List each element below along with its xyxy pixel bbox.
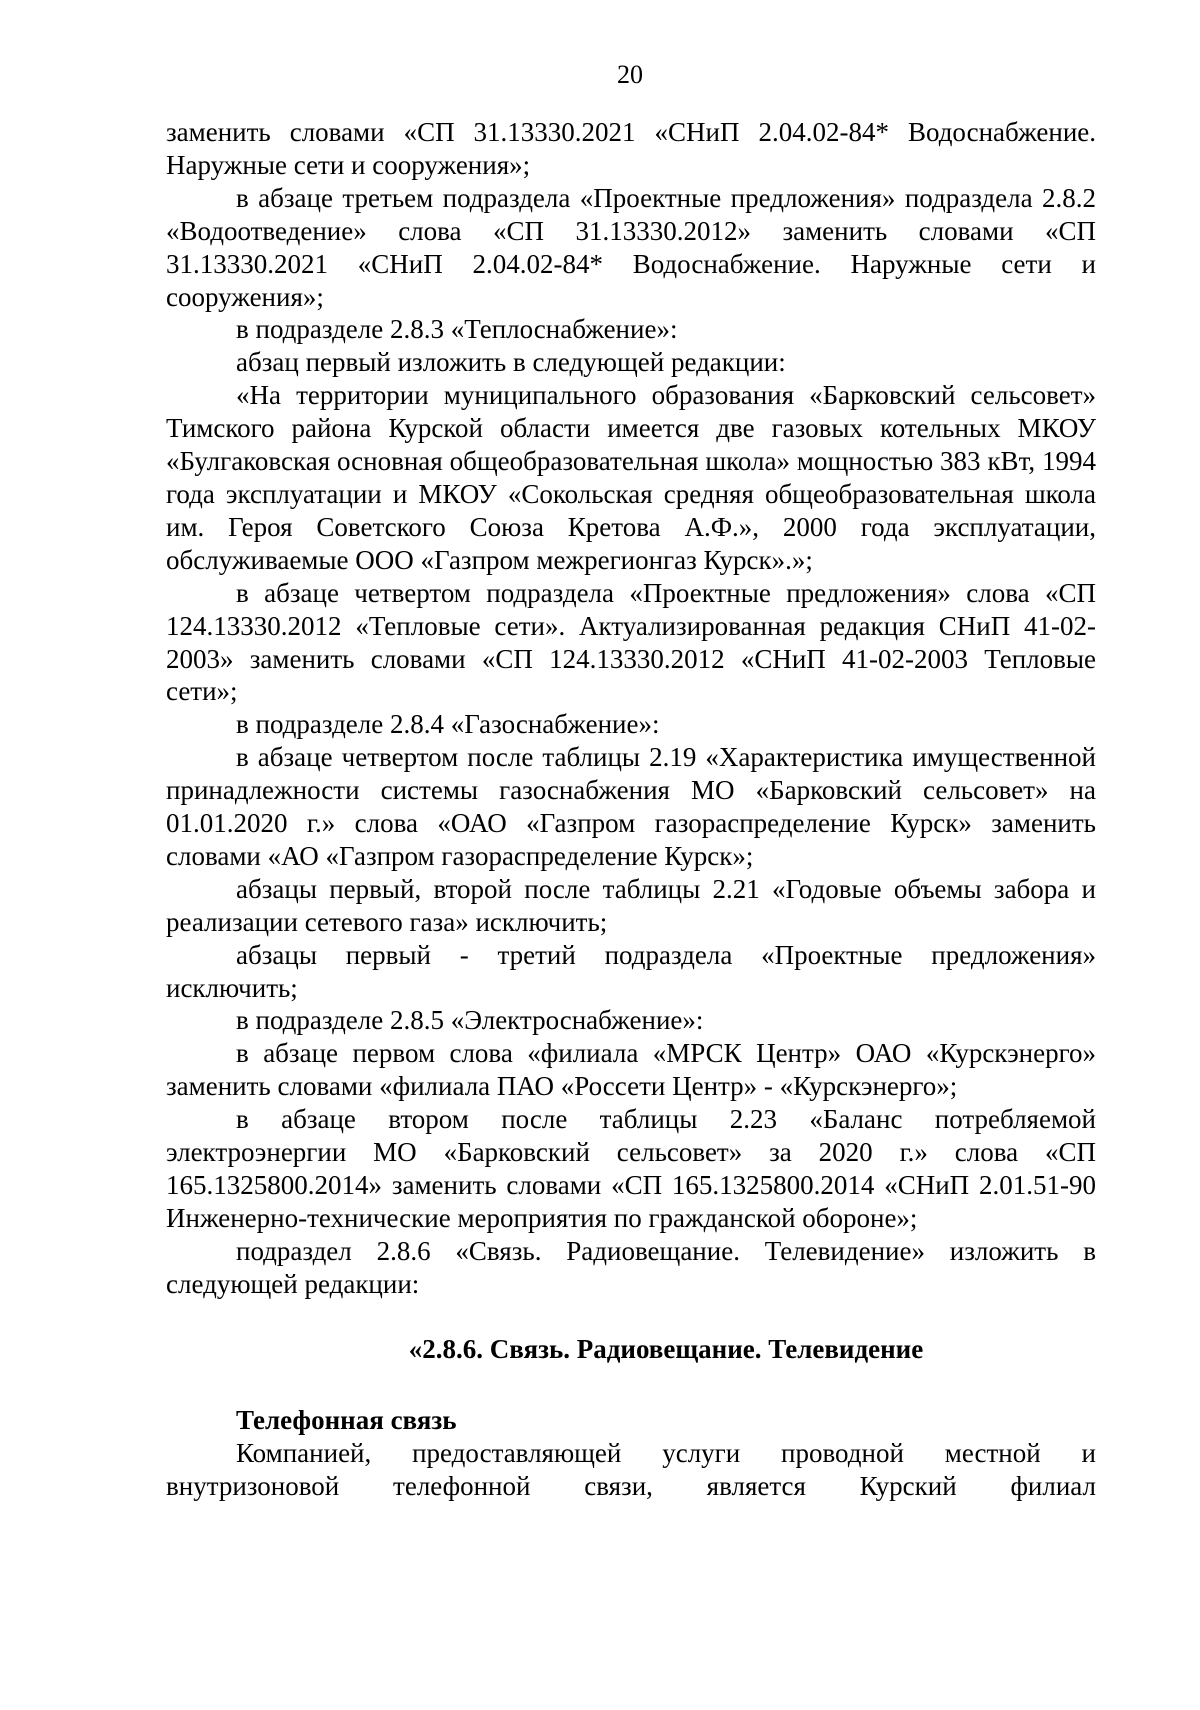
page-number: 20 <box>617 60 643 89</box>
paragraph-12: в абзаце первом слова «филиала «МРСК Центр» ОАО «Курскэнерго» заменить словами «филиала ПАО «Россети Центр» - «Курскэнерго»; <box>166 1038 1096 1102</box>
paragraph-11: в подразделе 2.8.5 «Электроснабжение»: <box>236 1005 704 1036</box>
section-heading: «2.8.6. Связь. Радиовещание. Телевидение <box>408 1333 924 1364</box>
paragraph-13: в абзаце втором после таблицы 2.23 «Баланс потребляемой электроэнергии МО «Барковский сельсовет» за 2020 г.» слова «СП 165.1325800.2014» заменить словами «СП 165.1325800.2014 «СНиП 2.01.51-90 Инженерно-технические мероприятия по гражданской обороне»; <box>166 1104 1096 1233</box>
paragraph-4: абзац первый изложить в следующей редакции: <box>236 347 786 378</box>
paragraph-last: Компанией, предоставляющей услуги проводной местной и внутризоновой телефонной связи, является Курский филиал <box>166 1437 1096 1501</box>
paragraph-8: в абзаце четвертом после таблицы 2.19 «Характеристика имущественной принадлежности системы газоснабжения МО «Барковский сельсовет» на 01.01.2020 г.» слова «ОАО «Газпром газораспределение Курск» заменить словами «АО «Газпром газораспределение Курск»; <box>166 742 1096 871</box>
paragraph-2: в абзаце третьем подраздела «Проектные предложения» подраздела 2.8.2 «Водоотведение» слова «СП 31.13330.2012» заменить словами «СП 31.13330.2021 «СНиП 2.04.02-84* Водоснабжение. Наружные сети и сооружения»; <box>166 182 1096 312</box>
subheading-telephone: Телефонная связь <box>236 1404 457 1435</box>
paragraph-10: абзацы первый - третий подраздела «Проектные предложения» исключить; <box>166 939 1096 1003</box>
paragraph-14: подраздел 2.8.6 «Связь. Радиовещание. Телевидение» изложить в следующей редакции: <box>166 1235 1096 1299</box>
paragraph-5: «На территории муниципального образования «Барковский сельсовет» Тимского района Курской области имеется две газовых котельных МКОУ «Булгаковская основная общеобразовательная школа» мощностью 383 кВт, 1994 года эксплуатации и МКОУ «Сокольская средняя общеобразовательная школа им. Героя Советского Союза Кретова А.Ф.», 2000 года эксплуатации, обслуживаемые ООО «Газпром межрегионгаз Курск».»; <box>166 380 1096 575</box>
document-body <box>166 116 1096 1502</box>
paragraph-3: в подразделе 2.8.3 «Теплоснабжение»: <box>236 314 678 345</box>
paragraph-7: в подразделе 2.8.4 «Газоснабжение»: <box>236 709 660 740</box>
paragraph-1: заменить словами «СП 31.13330.2021 «СНиП 2.04.02-84* Водоснабжение. Наружные сети и сооружения»; <box>166 117 1096 180</box>
paragraph-9: абзацы первый, второй после таблицы 2.21 «Годовые объемы забора и реализации сетевого газа» исключить; <box>166 873 1096 937</box>
paragraph-6: в абзаце четвертом подраздела «Проектные предложения» слова «СП 124.13330.2012 «Тепловые сети». Актуализированная редакция СНиП 41-02-2003» заменить словами «СП 124.13330.2012 «СНиП 41-02-2003 Тепловые сети»; <box>166 577 1096 707</box>
